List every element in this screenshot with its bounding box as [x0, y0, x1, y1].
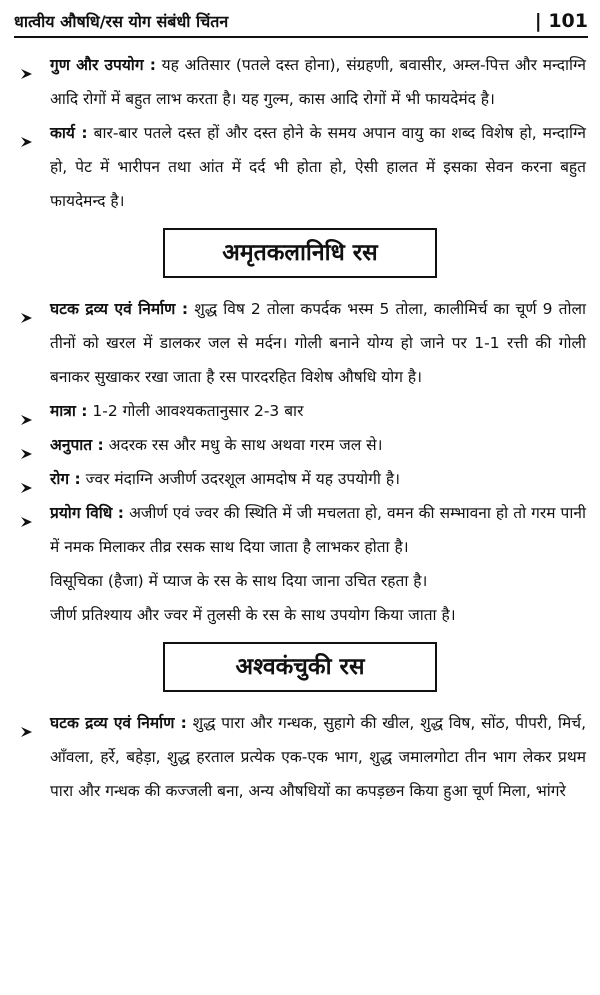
- paragraph-text: जीर्ण प्रतिश्याय और ज्वर में तुलसी के रस के साथ उपयोग किया जाता है।: [50, 606, 456, 624]
- text-paragraph: [0, 706, 600, 808]
- page-number: | 101: [534, 10, 588, 32]
- paragraph-label: मात्रा :: [50, 402, 88, 420]
- arrow-bullet-icon: [20, 303, 34, 317]
- text-paragraph: [0, 48, 600, 116]
- paragraph-text: अजीर्ण एवं ज्वर की स्थिति में जी मचलता हो, वमन की सम्भावना हो तो गरम पानी में नमक मिलाकर तीव्र रसक साथ दिया जाता है लाभकर होता है।: [50, 504, 586, 556]
- paragraph-text: शुद्ध पारा और गन्धक, सुहागे की खील, शुद्ध विष, सोंठ, पीपरी, मिर्च, आँवला, हर्रे, बहेड़ा, शुद्ध हरताल प्रत्येक एक-एक भाग, शुद्ध जमालगोटा तीन भाग लेकर प्रथम पारा और गन्धक की कज्जली बना, अन्य औषधियों का कपड़छन किया हुआ चूर्ण मिला, भांगरे: [50, 714, 586, 800]
- page-body: [0, 48, 600, 808]
- arrow-bullet-icon: [20, 439, 34, 453]
- paragraph-text: 1-2 गोली आवश्यकतानुसार 2-3 बार: [87, 402, 304, 420]
- text-paragraph: [0, 598, 600, 632]
- arrow-bullet-icon: [20, 717, 34, 731]
- text-paragraph: [0, 292, 600, 394]
- paragraph-text: अदरक रस और मधु के साथ अथवा गरम जल से।: [103, 436, 383, 454]
- arrow-bullet-icon: [20, 507, 34, 521]
- section-heading-wrap: [0, 642, 600, 692]
- arrow-bullet-icon: [20, 405, 34, 419]
- paragraph-text: यह अतिसार (पतले दस्त होना), संग्रहणी, बवासीर, अम्ल-पित्त और मन्दाग्नि आदि रोगों में बहुत लाभ करता है। यह गुल्म, कास आदि रोगों में भी फायदेमंद है।: [50, 56, 587, 108]
- arrow-bullet-icon: [20, 127, 34, 141]
- paragraph-label: घटक द्रव्य एवं निर्माण :: [50, 300, 189, 318]
- section-heading-wrap: [0, 228, 600, 278]
- paragraph-label: अनुपात :: [50, 436, 104, 454]
- paragraph-label: रोग :: [50, 470, 81, 488]
- paragraph-label: प्रयोग विधि :: [50, 504, 124, 522]
- paragraph-label: गुण और उपयोग :: [50, 56, 156, 74]
- paragraph-text: ज्वर मंदाग्नि अजीर्ण उदरशूल आमदोष में यह उपयोगी है।: [80, 470, 400, 488]
- text-paragraph: [0, 496, 600, 564]
- text-paragraph: [0, 394, 600, 428]
- paragraph-text: विसूचिका (हैजा) में प्याज के रस के साथ दिया जाना उचित रहता है।: [50, 572, 428, 590]
- arrow-bullet-icon: [20, 473, 34, 487]
- running-header: [14, 6, 588, 38]
- text-paragraph: [0, 116, 600, 218]
- header-title: धात्वीय औषधि/रस योग संबंधी चिंतन: [14, 12, 229, 31]
- paragraph-label: कार्य :: [50, 124, 88, 142]
- paragraph-label: घटक द्रव्य एवं निर्माण :: [50, 714, 187, 732]
- section-heading: अश्वकंचुकी रस: [163, 642, 437, 692]
- paragraph-text: बार-बार पतले दस्त हों और दस्त होने के समय अपान वायु का शब्द विशेष हो, मन्दाग्नि हो, पेट में भारीपन तथा आंत में दर्द भी होता हो, ऐसी हालत में इसका सेवन करना बहुत फायदेमन्द है।: [50, 124, 586, 210]
- text-paragraph: [0, 564, 600, 598]
- section-heading: अमृतकलानिधि रस: [163, 228, 437, 278]
- text-paragraph: [0, 428, 600, 462]
- paragraph-text: शुद्ध विष 2 तोला कपर्दक भस्म 5 तोला, कालीमिर्च का चूर्ण 9 तोला तीनों को खरल में डालकर जल से मर्दन। गोली बनाने योग्य हो जाने पर 1-1 रत्ती की गोली बनाकर सुखाकर रखा जाता है रस पारदरहित विशेष औषधि योग है।: [50, 300, 586, 386]
- arrow-bullet-icon: [20, 59, 34, 73]
- text-paragraph: [0, 462, 600, 496]
